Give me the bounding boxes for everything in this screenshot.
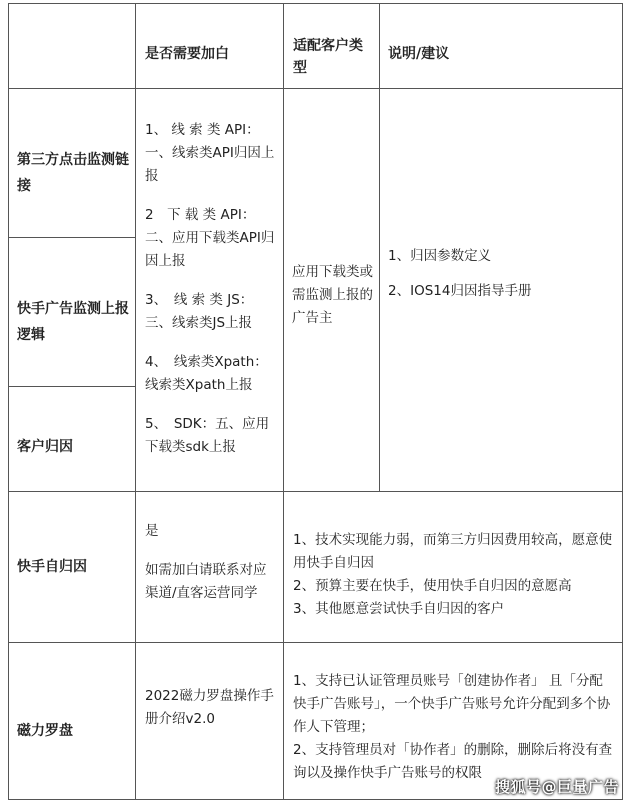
self-attribution-notes (283, 491, 623, 643)
self-attribution-note-3: 3、其他愿意尝试快手自归因的客户 (293, 601, 505, 617)
whitelist-item-5: 5、 SDK：五、应用下载类sdk上报 (145, 416, 270, 455)
notes-link-attribution-params[interactable]: 1、归因参数定义 (388, 248, 492, 264)
row-label-self-attribution-text: 快手自归因 (17, 559, 87, 575)
self-attribution-contact: 如需加白请联系对应渠道/直客运营同学 (145, 562, 267, 601)
row-label-customer-attribution (8, 386, 136, 492)
header-customer-type (283, 3, 380, 89)
customer-type-text: 应用下载类或需监测上报的广告主 (292, 264, 373, 326)
whitelist-item-1: 1、 线 索 类 API：一、线索类API归因上报 (145, 122, 275, 184)
header-cell-empty (8, 3, 136, 89)
header-notes (379, 3, 623, 89)
self-attribution-note-1: 1、技术实现能力弱，而第三方归因费用较高，愿意使用快手自归因 (293, 532, 613, 571)
magnetic-compass-manual-link[interactable]: 2022磁力罗盘操作手册介绍v2.0 (145, 688, 274, 727)
header-whitelist (135, 3, 284, 89)
row-label-third-party (8, 88, 136, 238)
magnetic-compass-note-1: 1、支持已认证管理员账号「创建协作者」 且「分配快手广告账号」，一个快手广告账号允许分配到多个协作人下管理； (293, 673, 611, 735)
row-label-magnetic-compass (8, 642, 136, 800)
header-notes-text: 说明/建议 (388, 46, 450, 62)
self-attribution-note-2: 2、预算主要在快手，使用快手自归因的意愿高 (293, 578, 572, 594)
row-label-third-party-text: 第三方点击监测链接 (17, 152, 129, 194)
header-customer-type-text: 适配客户类型 (293, 38, 363, 76)
header-whitelist-text: 是否需要加白 (145, 46, 229, 62)
notes-link-ios14-guide[interactable]: 2、IOS14归因指导手册 (388, 283, 532, 299)
row-label-kuaishou-monitor (8, 237, 136, 387)
self-attribution-whitelist (135, 491, 284, 643)
shared-customer-cell (283, 88, 380, 492)
row-label-kuaishou-monitor-text: 快手广告监测上报逻辑 (17, 301, 129, 343)
magnetic-compass-whitelist (135, 642, 284, 800)
self-attribution-yes: 是 (145, 523, 159, 539)
watermark: 搜狐号@巨量广告 (494, 778, 619, 796)
row-label-magnetic-compass-text: 磁力罗盘 (17, 723, 73, 739)
shared-notes-cell (379, 88, 623, 492)
row-label-self-attribution (8, 491, 136, 643)
magnetic-compass-note-2: 2、支持管理员对「协作者」的删除，删除后将没有查询以及操作快手广告账号的权限 (293, 742, 613, 781)
whitelist-item-3: 3、 线 索 类 JS：三、线索类JS上报 (145, 292, 254, 331)
whitelist-item-2: 2 下 载 类 API：二、应用下载类API归因上报 (145, 207, 275, 269)
shared-whitelist-cell (135, 88, 284, 492)
row-label-customer-attribution-text: 客户归因 (17, 439, 73, 455)
whitelist-item-4: 4、 线索类Xpath：线索类Xpath上报 (145, 354, 268, 393)
